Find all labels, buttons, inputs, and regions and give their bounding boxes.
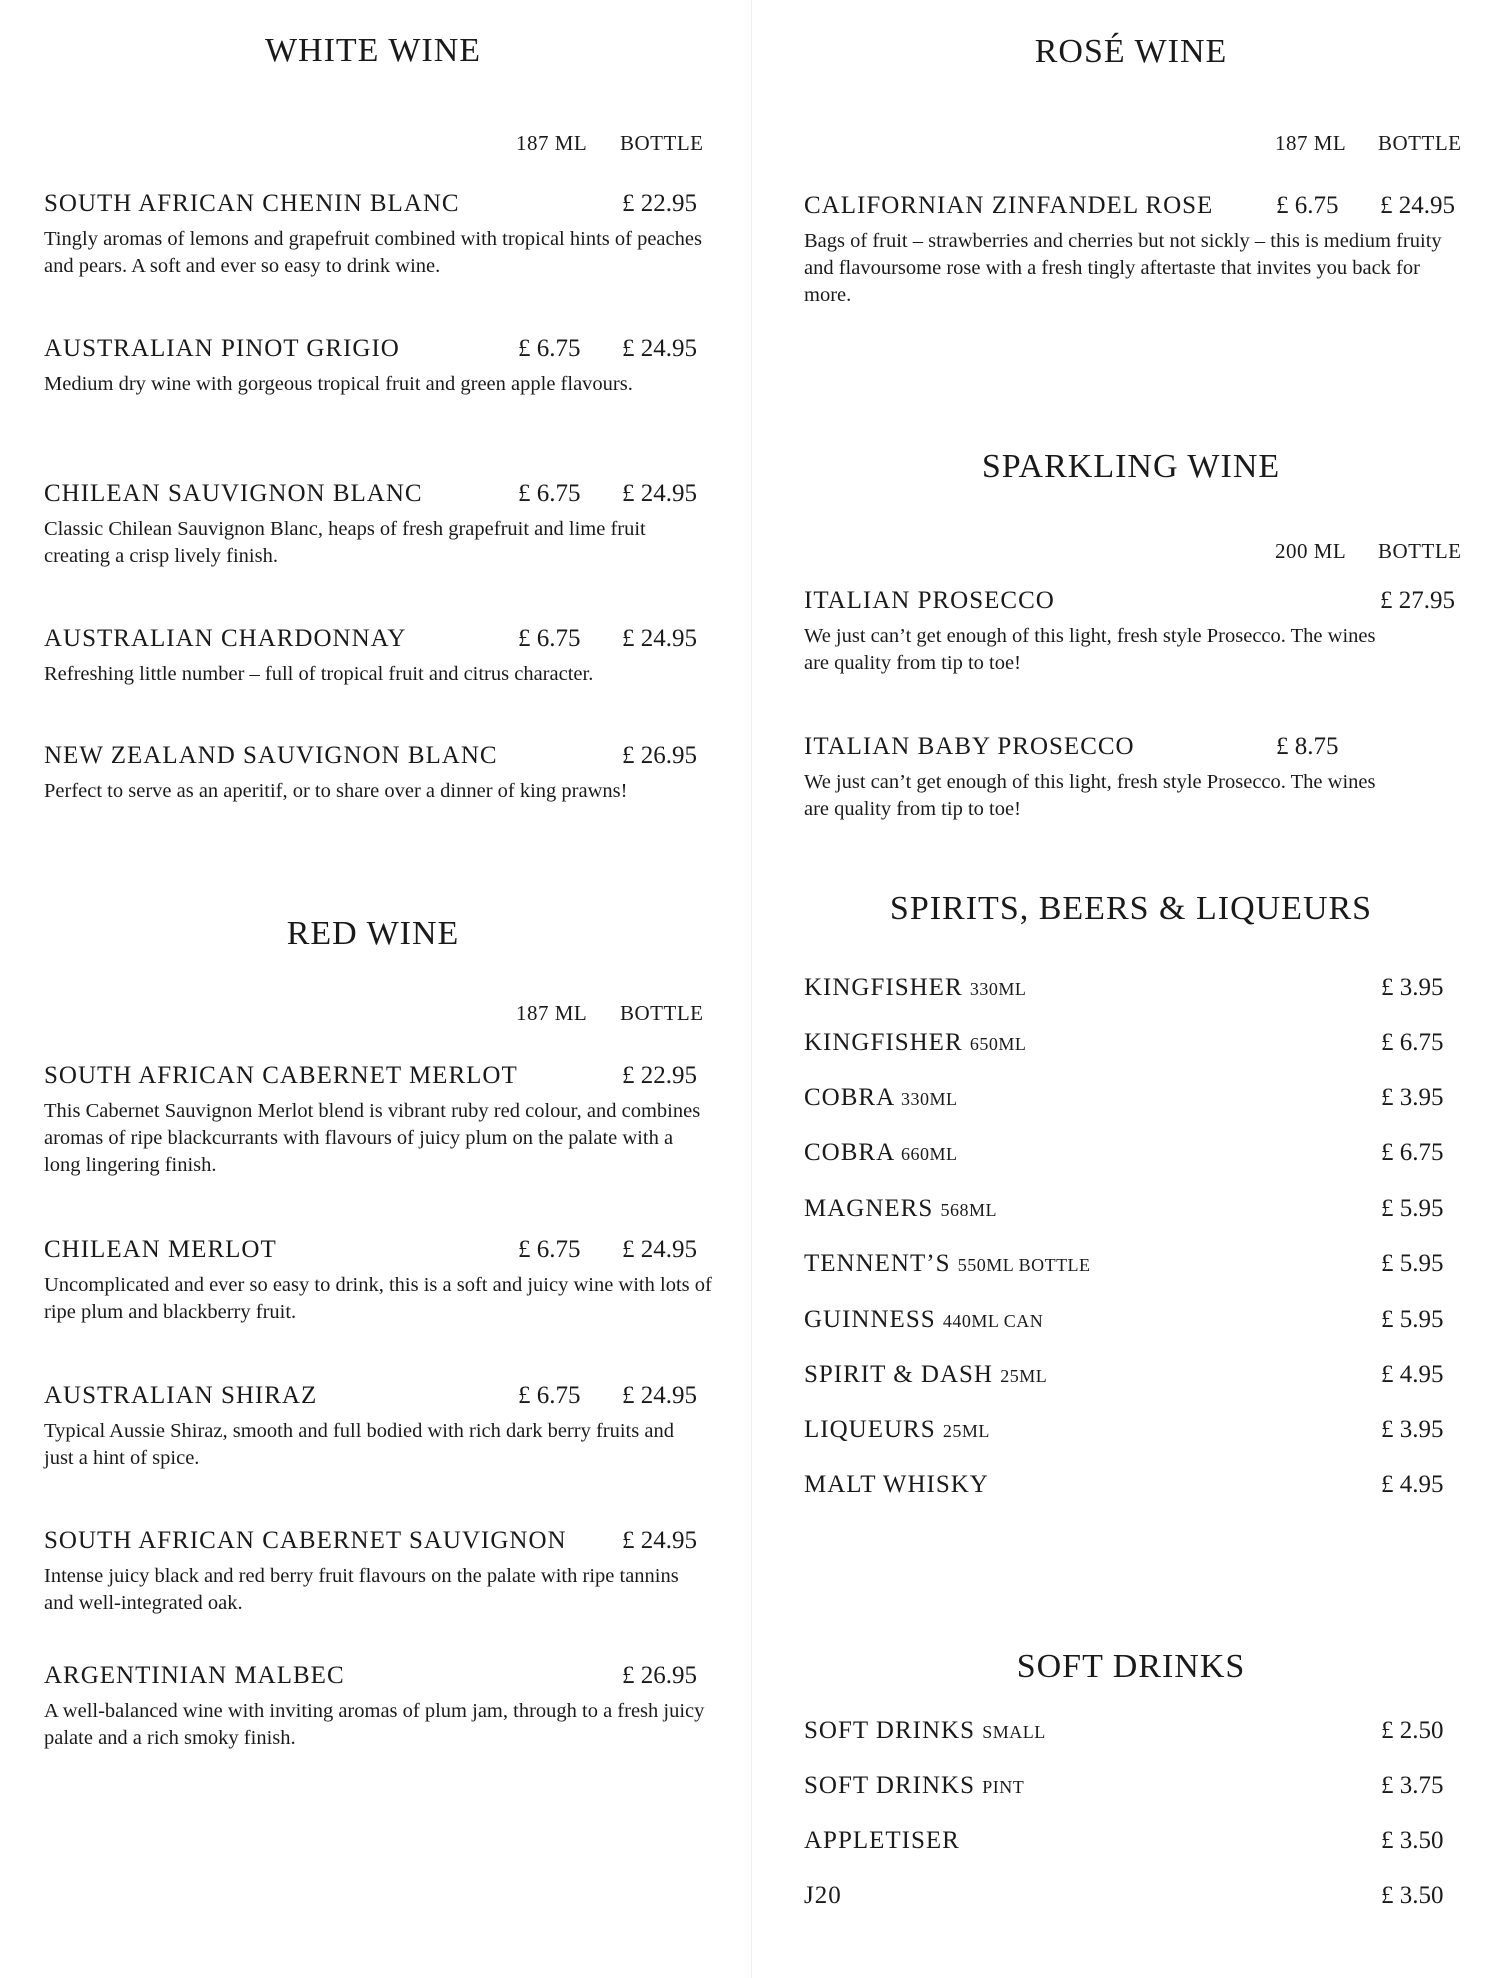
- wine-description: Tingly aromas of lemons and grapefruit combined with tropical hints of peaches and pears. A soft and ever so easy to drink wine.: [44, 228, 702, 277]
- drink-price: £ 4.95: [1381, 1471, 1444, 1498]
- drink-price: £ 5.95: [1381, 1195, 1444, 1222]
- drink-price: £ 3.95: [1381, 974, 1444, 1001]
- wine-name: AUSTRALIAN CHARDONNAY: [44, 625, 407, 652]
- drink-size: 650ML: [969, 1034, 1027, 1054]
- wine-description: Bags of fruit – strawberries and cherries but not sickly – this is medium fruity and flavoursome rose with a fresh tingly aftertaste that invites you back for more.: [804, 230, 1442, 306]
- wine-glass-price: £ 6.75: [518, 625, 581, 652]
- drink-row: [804, 1084, 1449, 1118]
- wine-glass-price: £ 6.75: [518, 1236, 581, 1263]
- wine-bottle-price: £ 24.95: [622, 1382, 697, 1409]
- drink-size: 330ML: [969, 979, 1027, 999]
- drink-size: SMALL: [982, 1722, 1046, 1742]
- drink-row: [804, 1772, 1449, 1806]
- drink-row: [804, 1416, 1449, 1450]
- drink-size: 550ML BOTTLE: [957, 1255, 1091, 1275]
- wine-glass-price: £ 6.75: [518, 1382, 581, 1409]
- drink-name: SOFT DRINKS PINT: [804, 1772, 1025, 1799]
- drink-row: [804, 1250, 1449, 1284]
- wine-bottle-price: £ 24.95: [622, 480, 697, 507]
- wine-name: CALIFORNIAN ZINFANDEL ROSE: [804, 192, 1214, 219]
- drink-name: APPLETISER: [804, 1827, 960, 1854]
- drink-row: [804, 1717, 1449, 1751]
- rose-wine-title: ROSÉ WINE: [1034, 33, 1228, 70]
- drink-price: £ 3.95: [1381, 1416, 1444, 1443]
- drink-row: [804, 1306, 1449, 1340]
- wine-glass-price: £ 8.75: [1276, 733, 1339, 760]
- drink-name: MAGNERS 568ML: [804, 1195, 997, 1222]
- drink-price: £ 3.95: [1381, 1084, 1444, 1111]
- wine-name: AUSTRALIAN PINOT GRIGIO: [44, 335, 400, 362]
- wine-description: We just can’t get enough of this light, fresh style Prosecco. The wines are quality from tip to toe!: [804, 771, 1376, 820]
- wine-name: ITALIAN BABY PROSECCO: [804, 733, 1135, 760]
- wine-glass-price: £ 6.75: [518, 335, 581, 362]
- sparkling-wine-bottle-header: BOTTLE: [1378, 539, 1462, 563]
- wine-bottle-price: £ 22.95: [622, 190, 697, 217]
- red-wine-title: RED WINE: [286, 915, 460, 952]
- sparkling-wine-title: SPARKLING WINE: [981, 448, 1281, 485]
- drink-name: COBRA 660ML: [804, 1139, 958, 1166]
- drink-size: 25ML: [942, 1421, 990, 1441]
- drink-name: KINGFISHER 330ML: [804, 974, 1027, 1001]
- drink-size: PINT: [982, 1777, 1025, 1797]
- wine-glass-price: £ 6.75: [518, 480, 581, 507]
- rose-wine-glass-header: 187 ML: [1275, 131, 1347, 155]
- soft-drinks-title: SOFT DRINKS: [1016, 1648, 1246, 1685]
- drink-row: [804, 1827, 1449, 1861]
- drink-row: [804, 1139, 1449, 1173]
- drink-name: J20: [804, 1882, 842, 1909]
- drink-price: £ 6.75: [1381, 1029, 1444, 1056]
- drink-name: TENNENT’S 550ML BOTTLE: [804, 1250, 1091, 1277]
- wine-description: This Cabernet Sauvignon Merlot blend is vibrant ruby red colour, and combines aromas of ripe blackcurrants with flavours of juicy plum on the palate with a long lingering finish.: [44, 1100, 701, 1176]
- wine-name: NEW ZEALAND SAUVIGNON BLANC: [44, 742, 498, 769]
- wine-name: CHILEAN SAUVIGNON BLANC: [44, 480, 423, 507]
- wine-description: Medium dry wine with gorgeous tropical fruit and green apple flavours.: [44, 373, 633, 395]
- drink-row: [804, 974, 1449, 1008]
- white-wine-title: WHITE WINE: [264, 32, 482, 69]
- wine-bottle-price: £ 22.95: [622, 1062, 697, 1089]
- wine-bottle-price: £ 24.95: [1380, 192, 1455, 219]
- drink-row: [804, 1882, 1449, 1916]
- drink-name: COBRA 330ML: [804, 1084, 958, 1111]
- drink-row: [804, 1029, 1449, 1063]
- page-fold-divider: [751, 0, 752, 1978]
- drink-size: 440ML CAN: [942, 1311, 1044, 1331]
- wine-bottle-price: £ 24.95: [622, 1236, 697, 1263]
- red-wine-bottle-header: BOTTLE: [620, 1001, 704, 1025]
- white-wine-glass-header: 187 ML: [516, 131, 588, 155]
- rose-wine-bottle-header: BOTTLE: [1378, 131, 1462, 155]
- wine-name: SOUTH AFRICAN CABERNET SAUVIGNON: [44, 1527, 567, 1554]
- drink-price: £ 2.50: [1381, 1717, 1444, 1744]
- wine-description: Refreshing little number – full of tropical fruit and citrus character.: [44, 663, 594, 685]
- wine-description: Typical Aussie Shiraz, smooth and full bodied with rich dark berry fruits and just a hint of spice.: [44, 1420, 674, 1469]
- wine-description: Uncomplicated and ever so easy to drink, this is a soft and juicy wine with lots of ripe plum and blackberry fruit.: [44, 1274, 712, 1323]
- drink-name: MALT WHISKY: [804, 1471, 989, 1498]
- wine-bottle-price: £ 24.95: [622, 335, 697, 362]
- drink-size: 660ML: [901, 1144, 958, 1164]
- spirits-title: SPIRITS, BEERS & LIQUEURS: [889, 890, 1373, 927]
- wine-bottle-price: £ 26.95: [622, 1662, 697, 1689]
- wine-name: ARGENTINIAN MALBEC: [44, 1662, 345, 1689]
- drink-price: £ 5.95: [1381, 1250, 1444, 1277]
- drink-row: [804, 1471, 1449, 1505]
- drink-price: £ 3.50: [1381, 1882, 1444, 1909]
- white-wine-bottle-header: BOTTLE: [620, 131, 704, 155]
- wine-description: Perfect to serve as an aperitif, or to share over a dinner of king prawns!: [44, 780, 628, 802]
- drink-price: £ 5.95: [1381, 1306, 1444, 1333]
- drink-size: 330ML: [901, 1089, 958, 1109]
- wine-name: AUSTRALIAN SHIRAZ: [44, 1382, 318, 1409]
- wine-bottle-price: £ 26.95: [622, 742, 697, 769]
- wine-description: Classic Chilean Sauvignon Blanc, heaps of fresh grapefruit and lime fruit creating a crisp lively finish.: [44, 518, 646, 567]
- wine-glass-price: £ 6.75: [1276, 192, 1339, 219]
- wine-name: SOUTH AFRICAN CHENIN BLANC: [44, 190, 460, 217]
- wine-description: Intense juicy black and red berry fruit flavours on the palate with ripe tannins and well-integrated oak.: [44, 1565, 679, 1614]
- wine-bottle-price: £ 24.95: [622, 1527, 697, 1554]
- wine-description: A well-balanced wine with inviting aromas of plum jam, through to a fresh juicy palate and a rich smoky finish.: [44, 1700, 705, 1749]
- wine-name: ITALIAN PROSECCO: [804, 587, 1055, 614]
- red-wine-glass-header: 187 ML: [516, 1001, 588, 1025]
- drink-row: [804, 1195, 1449, 1229]
- wine-bottle-price: £ 27.95: [1380, 587, 1455, 614]
- drink-price: £ 3.75: [1381, 1772, 1444, 1799]
- drink-name: KINGFISHER 650ML: [804, 1029, 1027, 1056]
- drink-price: £ 3.50: [1381, 1827, 1444, 1854]
- drink-name: SPIRIT & DASH 25ML: [804, 1361, 1048, 1388]
- wine-name: SOUTH AFRICAN CABERNET MERLOT: [44, 1062, 518, 1089]
- drink-name: LIQUEURS 25ML: [804, 1416, 990, 1443]
- drink-size: 568ML: [940, 1200, 997, 1220]
- drink-name: GUINNESS 440ML CAN: [804, 1306, 1044, 1333]
- sparkling-wine-glass-header: 200 ML: [1275, 539, 1347, 563]
- wine-name: CHILEAN MERLOT: [44, 1236, 277, 1263]
- wine-description: We just can’t get enough of this light, fresh style Prosecco. The wines are quality from tip to toe!: [804, 625, 1376, 674]
- drink-size: 25ML: [1000, 1366, 1048, 1386]
- drink-price: £ 6.75: [1381, 1139, 1444, 1166]
- drink-row: [804, 1361, 1449, 1395]
- drink-price: £ 4.95: [1381, 1361, 1444, 1388]
- wine-bottle-price: £ 24.95: [622, 625, 697, 652]
- drink-name: SOFT DRINKS SMALL: [804, 1717, 1046, 1744]
